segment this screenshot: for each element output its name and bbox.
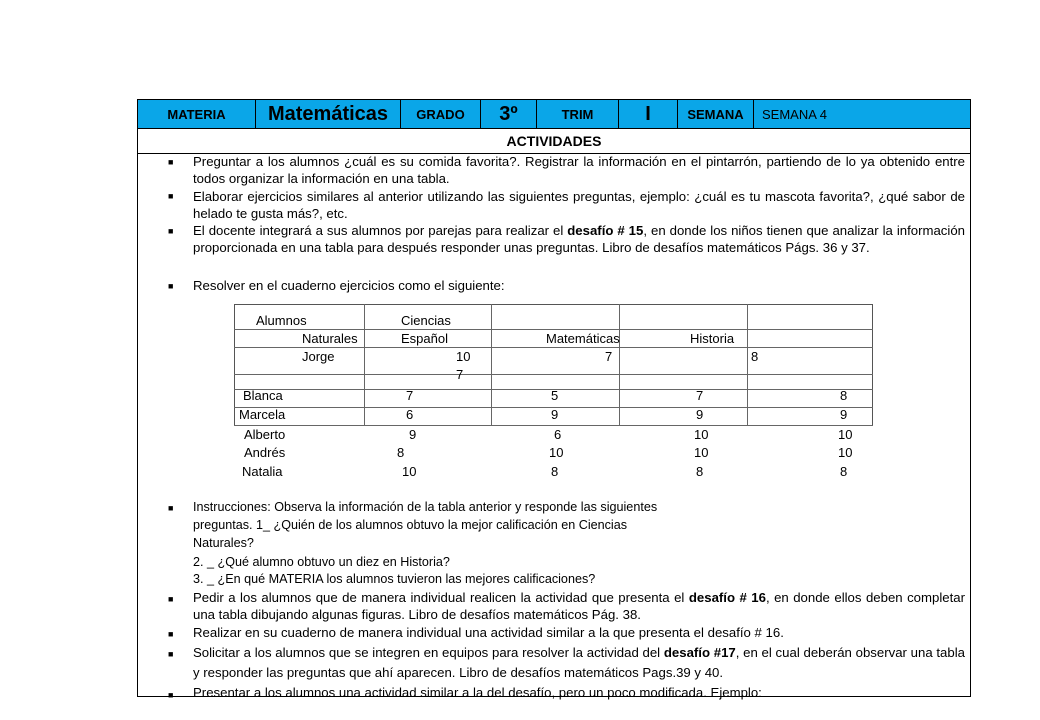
trim-value: I	[619, 100, 678, 128]
section-title: ACTIVIDADES	[138, 129, 970, 154]
materia-value: Matemáticas	[256, 100, 401, 128]
table-cell-value: 10	[549, 445, 564, 460]
activity-item-1: Preguntar a los alumnos ¿cuál es su comida favorita?. Registrar la información en el pintarrón, partiendo de lo ya obtenido entre todos organizar la información en una tabla.	[193, 154, 965, 186]
table-cell-name: Marcela	[239, 407, 286, 422]
table-cell-value: 10	[402, 464, 417, 479]
bullet-icon: ■	[168, 503, 174, 513]
instructions-line-1: Instrucciones: Observa la información de la tabla anterior y responde las siguientes	[193, 500, 658, 514]
trim-label: TRIM	[537, 100, 619, 128]
materia-label: MATERIA	[138, 100, 256, 128]
grado-value: 3º	[481, 100, 537, 128]
semana-value: SEMANA 4	[762, 106, 828, 122]
instructions-line-2: preguntas. 1_ ¿Quién de los alumnos obtuvo la mejor calificación en Ciencias	[193, 518, 628, 532]
table-cell-value: 8	[840, 388, 848, 403]
header-row	[138, 100, 970, 129]
table-cell-name: Natalia	[242, 464, 283, 479]
table-cell-value: 10	[694, 445, 709, 460]
activity-item-9: Presentar a los alumnos una actividad similar a la del desafío, pero un poco modificada. Ejemplo:	[193, 685, 762, 700]
activity-item-8: Solicitar a los alumnos que se integren en equipos para resolver la actividad del desafío #17, en el cual deberán observar una tabla y responder las preguntas que ahí aparecen. Libro de desafíos matemáticos Pags.39 y 40.	[193, 645, 965, 680]
table-cell-value: 9	[840, 407, 848, 422]
table-cell-value: 9	[551, 407, 559, 422]
table-header-matematicas: Matemáticas	[546, 331, 620, 346]
table-cell-value: 7	[406, 388, 414, 403]
table-cell-value: 5	[551, 388, 559, 403]
table-cell-value: 9	[409, 427, 417, 442]
bullet-icon: ■	[168, 594, 174, 604]
question-3: 3. _ ¿En qué MATERIA los alumnos tuvieron las mejores calificaciones?	[193, 572, 596, 586]
table-header-espanol: Español	[401, 331, 448, 346]
table-cell-value: 8	[840, 464, 848, 479]
activity-sheet	[137, 99, 971, 700]
table-cell-value: 6	[554, 427, 562, 442]
table-cell-value: 7	[696, 388, 704, 403]
table-cell-value: 8	[751, 349, 759, 364]
activity-item-6: Pedir a los alumnos que de manera individual realicen la actividad que presenta el desafío # 16, en donde ellos deben completar una tabla dibujando algunas figuras. Libro de desafíos matemáticos Pág. 38.	[193, 590, 965, 622]
question-2: 2. _ ¿Qué alumno obtuvo un diez en Historia?	[193, 555, 450, 569]
table-cell-value: 10	[838, 445, 853, 460]
table-cell-value: 10	[456, 349, 471, 364]
bullet-icon: ■	[168, 690, 174, 700]
semana-label: SEMANA	[678, 100, 754, 128]
activity-item-3: El docente integrará a sus alumnos por parejas para realizar el desafío # 15, en donde los niños tienen que analizar la información proporcionada en una tabla para después responder unas preguntas. Libro de desafíos matemáticos Págs. 36 y 37.	[193, 223, 965, 255]
bullet-icon: ■	[168, 629, 174, 639]
bullet-icon: ■	[168, 191, 174, 201]
bullet-icon: ■	[168, 157, 174, 167]
activity-item-4: Resolver en el cuaderno ejercicios como el siguiente:	[193, 278, 505, 293]
table-cell-value: 10	[694, 427, 709, 442]
table-cell-name: Blanca	[243, 388, 283, 403]
table-cell-value: 7	[605, 349, 613, 364]
table-header-alumnos: Alumnos	[256, 313, 307, 328]
table-cell-value: 10	[838, 427, 853, 442]
table-cell-name: Alberto	[244, 427, 286, 442]
table-cell-value: 7	[456, 367, 464, 382]
table-header-historia: Historia	[690, 331, 735, 346]
activity-item-2: Elaborar ejercicios similares al anterior utilizando las siguientes preguntas, ejemplo: ¿cuál es tu mascota favorita?, ¿qué sabor de helado te gusta más?, etc.	[193, 189, 965, 221]
table-header-ciencias: Ciencias	[401, 313, 451, 328]
table-header-naturales: Naturales	[302, 331, 358, 346]
bullet-icon: ■	[168, 226, 174, 236]
activity-item-7: Realizar en su cuaderno de manera individual una actividad similar a la que presenta el desafío # 16.	[193, 625, 784, 640]
table-cell-name: Andrés	[244, 445, 286, 460]
table-cell-name: Jorge	[302, 349, 335, 364]
bullet-icon: ■	[168, 281, 174, 291]
grado-label: GRADO	[401, 100, 481, 128]
table-cell-value: 6	[406, 407, 414, 422]
bullet-icon: ■	[168, 649, 174, 659]
table-cell-value: 8	[397, 445, 405, 460]
instructions-line-3: Naturales?	[193, 536, 254, 550]
table-cell-value: 8	[696, 464, 704, 479]
table-cell-value: 9	[696, 407, 704, 422]
table-cell-value: 8	[551, 464, 559, 479]
